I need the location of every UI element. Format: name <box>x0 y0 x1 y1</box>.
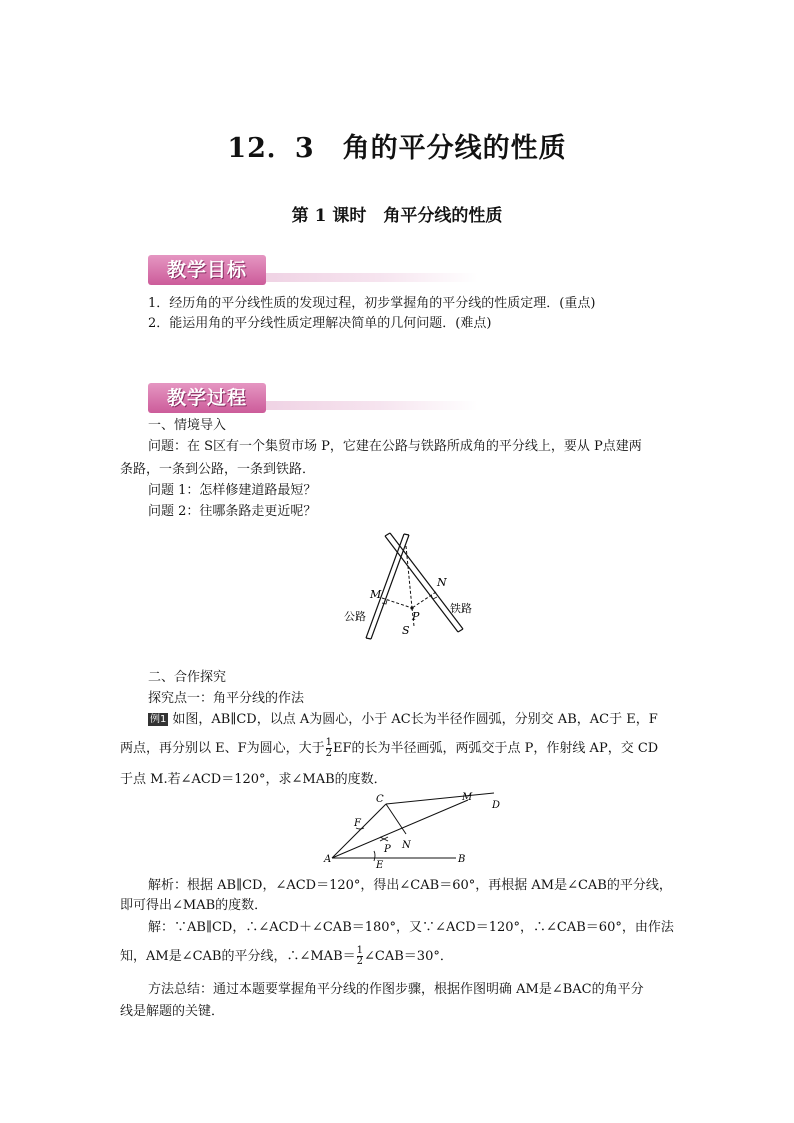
analysis-line1: 解析：根据 AB∥CD，∠ACD＝120°，得出∠CAB＝60°，再根据 AM是∠CAB的平分线， <box>148 878 672 893</box>
teaching-process-label: 教学过程 <box>148 383 266 413</box>
goal-item-2: 2．能运用角的平分线性质定理解决简单的几何问题．(难点) <box>148 316 492 331</box>
example-line2-b: EF的长为半径画弧，两弧交于点 P，作射线 AP，交 CD <box>333 741 659 756</box>
teaching-goals-label: 教学目标 <box>148 255 266 285</box>
label-railway: 铁路 <box>450 602 472 615</box>
bisector-figure <box>316 790 506 868</box>
example-badge: 例1 <box>150 714 167 725</box>
lesson-subtitle: 第 1 课时 角平分线的性质 <box>291 206 503 226</box>
label-F: F <box>354 818 361 829</box>
label-N-fig2: N <box>402 840 411 851</box>
solution-half-fraction: $\frac{1}{2}$ <box>356 945 364 967</box>
label-N: N <box>437 576 447 589</box>
label-M: M <box>370 588 382 601</box>
example-line2 <box>120 736 659 762</box>
summary-line2: 线是解题的关键． <box>120 1004 225 1019</box>
half-fraction: $\frac{1}{2}$ <box>325 737 333 759</box>
part2-heading: 二、合作探究 <box>148 670 227 685</box>
question-1: 问题 1：怎样修建道路最短？ <box>148 483 317 498</box>
page-title: 12．3 角的平分线的性质 <box>227 133 567 164</box>
label-D: D <box>492 800 501 811</box>
question-intro-line2: 条路，一条到公路，一条到铁路． <box>120 462 316 477</box>
summary-line1: 方法总结：通过本题要掌握角平分线的作图步骤，根据作图明确 AM是∠BAC的角平分 <box>148 982 644 997</box>
label-road: 公路 <box>344 610 366 623</box>
example-line3: 于点 M.若∠ACD＝120°，求∠MAB的度数． <box>120 772 387 787</box>
goal-item-1: 1．经历角的平分线性质的发现过程，初步掌握角的平分线的性质定理．(重点) <box>148 296 596 311</box>
question-2: 问题 2：往哪条路走更近呢？ <box>148 504 317 519</box>
teaching-process-banner <box>148 383 478 413</box>
example-line1 <box>148 710 678 730</box>
explore-heading: 探究点一：角平分线的作法 <box>148 691 305 706</box>
label-E: E <box>376 860 384 868</box>
road-railway-figure <box>330 528 480 640</box>
question-intro-line1: 问题：在 S区有一个集贸市场 P，它建在公路与铁路所成角的平分线上，要从 P点建两 <box>148 439 642 454</box>
solution-line1: 解：∵AB∥CD，∴∠ACD＋∠CAB＝180°，又∵∠ACD＝120°，∴∠CAB＝60°，由作法 <box>148 920 674 935</box>
label-C: C <box>376 794 384 805</box>
example-line1-text: 如图，AB∥CD，以点 A为圆心，小于 AC长为半径作圆弧，分别交 AB，AC于 E，F <box>172 712 658 727</box>
label-P-fig2: P <box>384 844 391 855</box>
example-line2-a: 两点，再分别以 E、F为圆心，大于 <box>120 741 325 756</box>
solution-line2 <box>120 944 650 970</box>
label-B: B <box>458 854 466 865</box>
solution-line2-b: ∠CAB＝30°． <box>364 949 453 964</box>
part1-heading: 一、情境导入 <box>148 418 227 433</box>
analysis-line2: 即可得出∠MAB的度数． <box>120 898 268 913</box>
label-S: S <box>402 624 410 637</box>
solution-line2-a: 知，AM是∠CAB的平分线，∴∠MAB＝ <box>120 949 356 964</box>
label-M-fig2: M <box>462 792 473 803</box>
label-A: A <box>324 854 332 865</box>
label-P: P <box>412 610 420 623</box>
teaching-goals-banner <box>148 255 478 285</box>
